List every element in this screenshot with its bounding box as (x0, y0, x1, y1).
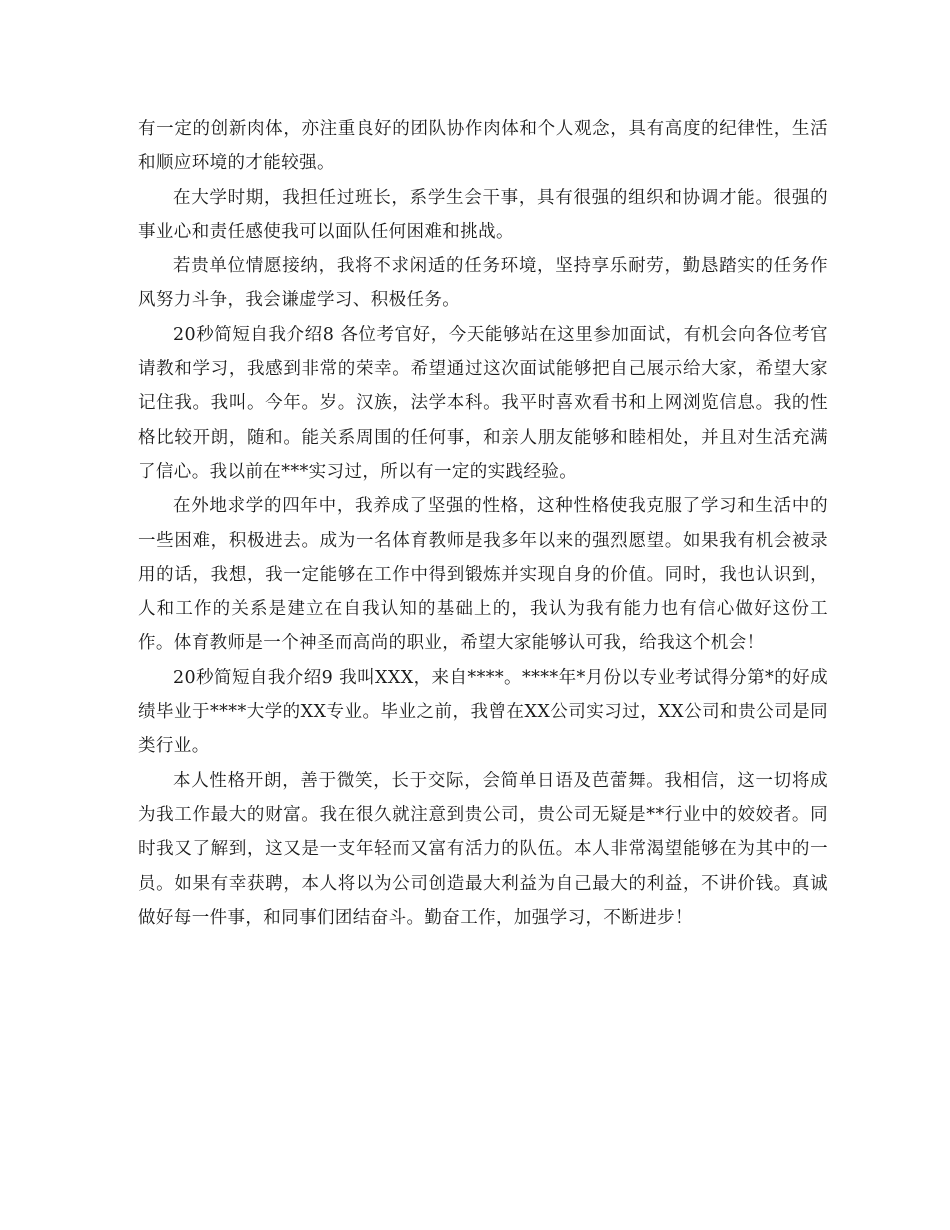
paragraph-2: 在大学时期，我担任过班长，系学生会干事，具有很强的组织和协调才能。很强的事业心和责任感使我可以面队任何困难和挑战。 (138, 187, 828, 242)
paragraph-1: 有一定的创新肉体，亦注重良好的团队协作肉体和个人观念，具有高度的纪律性，生活和顺应环境的才能较强。 (138, 119, 828, 174)
paragraph-3: 若贵单位情愿接纳，我将不求闲适的任务环境，坚持享乐耐劳，勤恳踏实的任务作风努力斗争，我会谦虚学习、积极任务。 (138, 256, 828, 311)
paragraph-7: 本人性格开朗，善于微笑，长于交际，会简单日语及芭蕾舞。我相信，这一切将成为我工作最大的财富。我在很久就注意到贵公司，贵公司无疑是**行业中的姣姣者。同时我又了解到，这又是一支年轻而又富有活力的队伍。本人非常渴望能够在为其中的一员。如果有幸获聘，本人将以为公司创造最大利益为自己最大的利益，不讲价钱。真诚做好每一件事，和同事们团结奋斗。勤奋工作，加强学习，不断进步！ (138, 770, 828, 928)
paragraph-5: 在外地求学的四年中，我养成了坚强的性格，这种性格使我克服了学习和生活中的一些困难，积极进去。成为一名体育教师是我多年以来的强烈愿望。如果我有机会被录用的话，我想，我一定能够在工作中得到锻炼并实现自身的价值。同时，我也认识到，人和工作的关系是建立在自我认知的基础上的，我认为我有能力也有信心做好这份工作。体育教师是一个神圣而高尚的职业，希望大家能够认可我，给我这个机会！ (138, 496, 828, 654)
document-body (138, 112, 828, 935)
paragraph-4: 20秒简短自我介绍8 各位考官好，今天能够站在这里参加面试，有机会向各位考官请教和学习，我感到非常的荣幸。希望通过这次面试能够把自己展示给大家，希望大家记住我。我叫。今年。岁。汉族，法学本科。我平时喜欢看书和上网浏览信息。我的性格比较开朗，随和。能关系周围的任何事，和亲人朋友能够和睦相处，并且对生活充满了信心。我以前在***实习过，所以有一定的实践经验。 (138, 324, 828, 482)
paragraph-6: 20秒简短自我介绍9 我叫XXX，来自****。****年*月份以专业考试得分第*的好成绩毕业于****大学的XX专业。毕业之前，我曾在XX公司实习过，XX公司和贵公司是同类行业。 (138, 667, 828, 757)
